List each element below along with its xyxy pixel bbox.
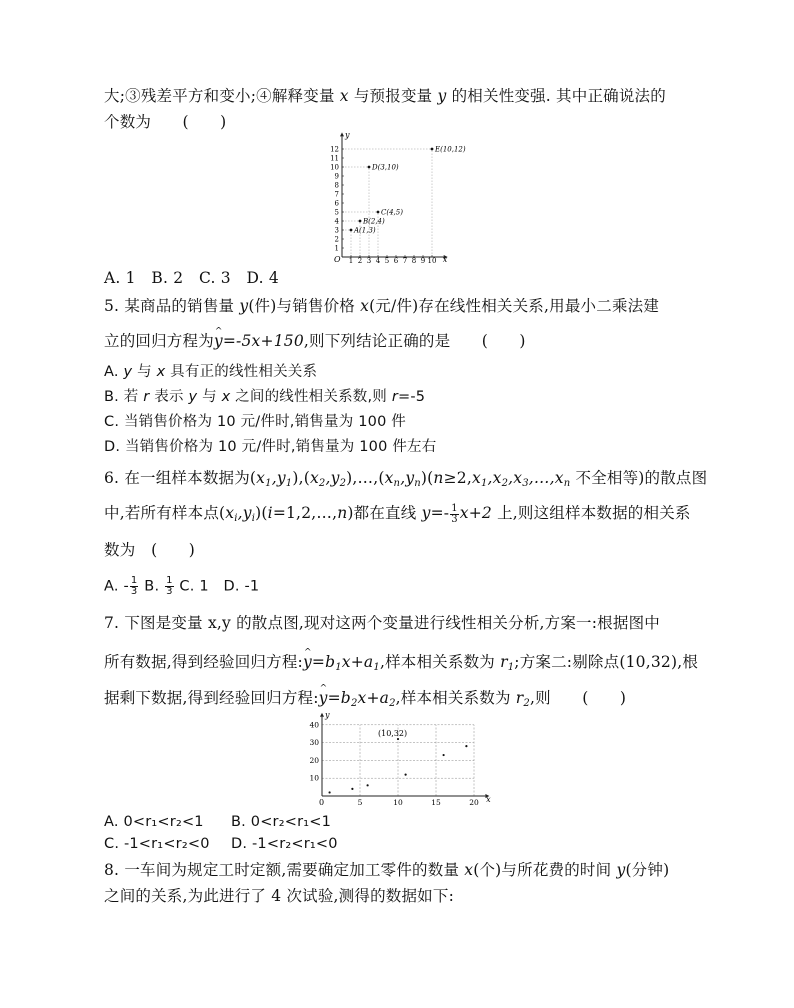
q6-text: ≥2, [443, 469, 472, 487]
q4-point-label: E(10,12) [435, 145, 466, 154]
q7-option-b: B. 0<r₂<r₁<1 [231, 814, 332, 830]
fraction-one-third [130, 576, 139, 597]
q4-point [377, 211, 380, 214]
q7-options-row-2 [104, 834, 338, 854]
q7-y-ticks [309, 720, 319, 782]
q7-x-axis-label: x [486, 795, 491, 804]
q7-annotation: (10,32) [378, 729, 408, 739]
q4-point [431, 148, 434, 151]
q4-x-tick-label: 4 [375, 257, 381, 265]
q4-x-tick-label: 9 [420, 257, 426, 265]
q4-y-tick-label: 9 [334, 172, 339, 181]
q8-text: (分钟) [625, 861, 670, 879]
q7-scatter-chart [306, 712, 492, 812]
opt-text: B. 若 [104, 389, 144, 405]
opt-text: C. 1 D. -1 [174, 578, 260, 595]
q4-y-axis-label: y [345, 130, 350, 140]
var-n: n [433, 469, 444, 487]
opt-text: B. [139, 578, 165, 595]
q7-option-d: D. -1<r₂<r₁<0 [231, 836, 338, 852]
frac-den: 3 [451, 513, 458, 525]
q7-origin-label: 0 [319, 798, 325, 807]
q4-x-tick-label: 1 [348, 257, 354, 265]
fraction-one-third [165, 576, 174, 597]
q8-text: (个)与所花费的时间 [473, 861, 617, 879]
q7-point [329, 791, 331, 793]
q7-y-arrow [320, 713, 324, 717]
var-x: x [156, 364, 166, 380]
q4-y-arrow [340, 132, 344, 136]
q8-text: 8. 一车间为规定工时定额,需要确定加工零件的数量 [104, 861, 465, 879]
q4-x-axis-label: x [442, 255, 448, 264]
q7-x-tick-label: 10 [393, 798, 403, 807]
equation-2: ^ $y=b_2x+a_2$ [319, 689, 396, 707]
q6-text: ),…,( [346, 469, 385, 487]
q7-x-tick-label: 20 [469, 798, 479, 807]
q7-y-axis-label: y [325, 712, 330, 720]
var-x: x [221, 389, 231, 405]
q7-point [465, 745, 467, 747]
opt-text: A. - [104, 578, 129, 595]
q4-y-tick-label: 8 [334, 181, 339, 190]
q4-x-tick-label: 3 [366, 257, 372, 265]
q7-point [443, 754, 445, 756]
q6-text: 中,若所有样本点( [104, 504, 226, 522]
q4-point [359, 220, 362, 223]
q7-options-row-1 [104, 812, 331, 832]
q7-line-2 [104, 652, 698, 678]
q4-point-label: C(4,5) [381, 208, 403, 217]
opt-text: 之间的线性相关系数,则 [230, 389, 392, 405]
q4-origin-label: O [334, 255, 341, 264]
q5-option-d: D. 当销售价格为 10 元/件时,销售量为 100 件左右 [104, 439, 437, 455]
q5-line-2 [104, 331, 526, 351]
q8-line-1 [104, 860, 669, 880]
q7-option-a: A. 0<r₁<r₂<1 [104, 814, 204, 830]
q4-y-tick-label: 5 [334, 208, 339, 217]
q6-text: )都在直线 [347, 504, 422, 522]
q4-y-tick-label: 3 [334, 226, 339, 235]
q4-y-tick-label: 2 [334, 235, 339, 244]
var-i: i [267, 504, 273, 522]
var-y: y [188, 389, 198, 405]
q4-point [350, 229, 353, 232]
var-n: n [337, 504, 348, 522]
var-y: y [123, 364, 133, 380]
q4-y-tick-label: 1 [334, 244, 339, 253]
q4-x-tick-label: 10 [427, 257, 437, 265]
q4-points [350, 146, 466, 235]
y-hat: ^ y [214, 331, 223, 351]
q4-y-tick-label: 11 [330, 154, 339, 163]
q6-text: 6. 在一组样本数据为( [104, 469, 257, 487]
q6-line-3: 数为 ( ) [104, 541, 195, 559]
q5-text: 立的回归方程为 [104, 332, 214, 350]
q7-line-1: 7. 下图是变量 x,y 的散点图,现对这两个变量进行线性相关分析,方案一:根据图中 [104, 614, 660, 632]
q7-point [351, 788, 353, 790]
q7-text: ,样本相关系数为 [395, 689, 516, 707]
q4-x-tick-label: 5 [384, 257, 390, 265]
q5-option-b [104, 387, 425, 407]
q6-line-2 [104, 503, 691, 529]
q7-point [397, 738, 399, 740]
q5-line-1 [104, 296, 659, 316]
fraction-one-third [450, 504, 459, 525]
q4-text: 的相关性变强. 其中正确说法的 [446, 87, 666, 105]
q4-text: 大;③残差平方和变小;④解释变量 [104, 87, 340, 105]
q7-x-tick-label: 15 [431, 798, 441, 807]
q4-point-label: A(1,3) [354, 226, 376, 235]
r1: $r_1$ [500, 653, 515, 673]
q4-y-tick-label: 6 [334, 199, 339, 208]
q6-text: ),( [292, 469, 310, 487]
opt-text: =-5 [397, 389, 426, 405]
var-y: y [421, 504, 431, 522]
opt-text: 表示 [149, 389, 189, 405]
q5-text: 5. 某商品的销售量 [104, 297, 240, 315]
var-x: x [339, 87, 349, 105]
q7-y-tick-label: 20 [309, 755, 319, 765]
q4-y-tick-label: 10 [330, 163, 339, 172]
x1-y1: $x_1,y_1$ [256, 469, 293, 489]
xi-yi: $x_i,y_i$ [225, 504, 256, 524]
var-y: y [437, 87, 447, 105]
q4-point [368, 166, 371, 169]
frac-den: 3 [130, 586, 138, 597]
line-expr: x+2 [459, 504, 492, 522]
q6-text: 上,则这组样本数据的相关系 [491, 504, 691, 522]
q6-text: 不全相等)的散点图 [570, 469, 708, 487]
regression-equation: =-5x+150 [222, 332, 304, 350]
q5-option-c: C. 当销售价格为 10 元/件时,销售量为 100 件 [104, 414, 406, 430]
q7-x-tick-label: 5 [357, 798, 363, 807]
q4-text: 与预报变量 [348, 87, 438, 105]
q4-x-tick-label: 7 [402, 257, 408, 265]
q4-scatter-chart [326, 130, 506, 265]
var-x: x [464, 861, 474, 879]
q6-text: )( [255, 504, 268, 522]
q4-x-tick-label: 2 [357, 257, 363, 265]
q7-point [367, 784, 369, 786]
q7-text: 据剩下数据,得到经验回归方程: [104, 689, 319, 707]
r2: $r_2$ [515, 689, 530, 709]
x-sequence: $x_1,x_2,x_3,\dots,x_n$ [472, 469, 571, 489]
q6-text: =- [430, 504, 450, 522]
q7-text: ,则 ( ) [529, 689, 627, 707]
q4-x-tick-label: 6 [393, 257, 399, 265]
q4-line-2: 个数为 ( ) [104, 113, 227, 131]
frac-num: 1 [166, 575, 173, 586]
frac-den: 3 [166, 586, 173, 597]
q5-text: (件)与销售价格 [248, 297, 361, 315]
q5-text: ,则下列结论正确的是 ( ) [303, 332, 526, 350]
q5-text: (元/件)存在线性相关关系,用最小二乘法建 [369, 297, 660, 315]
q7-y-tick-label: 40 [309, 720, 319, 730]
q7-text: ,样本相关系数为 [379, 653, 501, 671]
q4-y-tick-label: 4 [334, 217, 339, 226]
q4-point-label: D(3,10) [372, 163, 399, 172]
var-r: r [391, 389, 398, 405]
var-r: r [143, 389, 150, 405]
q7-line-3 [104, 688, 626, 714]
frac-num: 1 [451, 502, 458, 514]
q6-options [104, 576, 259, 597]
q7-point [405, 774, 407, 776]
q4-line-1 [104, 86, 666, 106]
q7-text: 所有数据,得到经验回归方程: [104, 653, 303, 671]
q5-option-a [104, 362, 317, 382]
opt-text: 与 [132, 364, 157, 380]
x2-y2: $x_2,y_2$ [309, 469, 347, 489]
q4-point-label: B(2,4) [363, 217, 385, 226]
equation-1: ^ $y=b_1x+a_1$ [303, 653, 380, 671]
q4-x-tick-label: 8 [411, 257, 417, 265]
q4-options: A. 1 B. 2 C. 3 D. 4 [104, 269, 279, 287]
q8-line-2: 之间的关系,为此进行了 4 次试验,测得的数据如下: [104, 887, 454, 905]
q4-y-tick-label: 12 [330, 145, 339, 154]
q7-y-tick-label: 10 [309, 773, 319, 783]
q6-text: =1,2,…, [272, 504, 338, 522]
q7-option-c: C. -1<r₁<r₂<0 [104, 836, 210, 852]
var-y: y [239, 297, 249, 315]
opt-text: 具有正的线性相关关系 [165, 364, 318, 380]
q7-y-tick-label: 30 [309, 738, 319, 748]
var-y: y [616, 861, 626, 879]
q7-x-ticks [358, 798, 479, 807]
xn-yn: $x_n,y_n$ [384, 469, 421, 489]
q6-line-1 [104, 468, 707, 494]
frac-num: 1 [130, 575, 138, 586]
opt-text: 与 [197, 389, 222, 405]
q6-text: )( [420, 469, 434, 487]
q7-text: ;方案二:剔除点(10,32),根 [514, 653, 699, 671]
opt-text: A. [104, 364, 124, 380]
q4-y-tick-label: 7 [334, 190, 339, 199]
var-x: x [360, 297, 370, 315]
